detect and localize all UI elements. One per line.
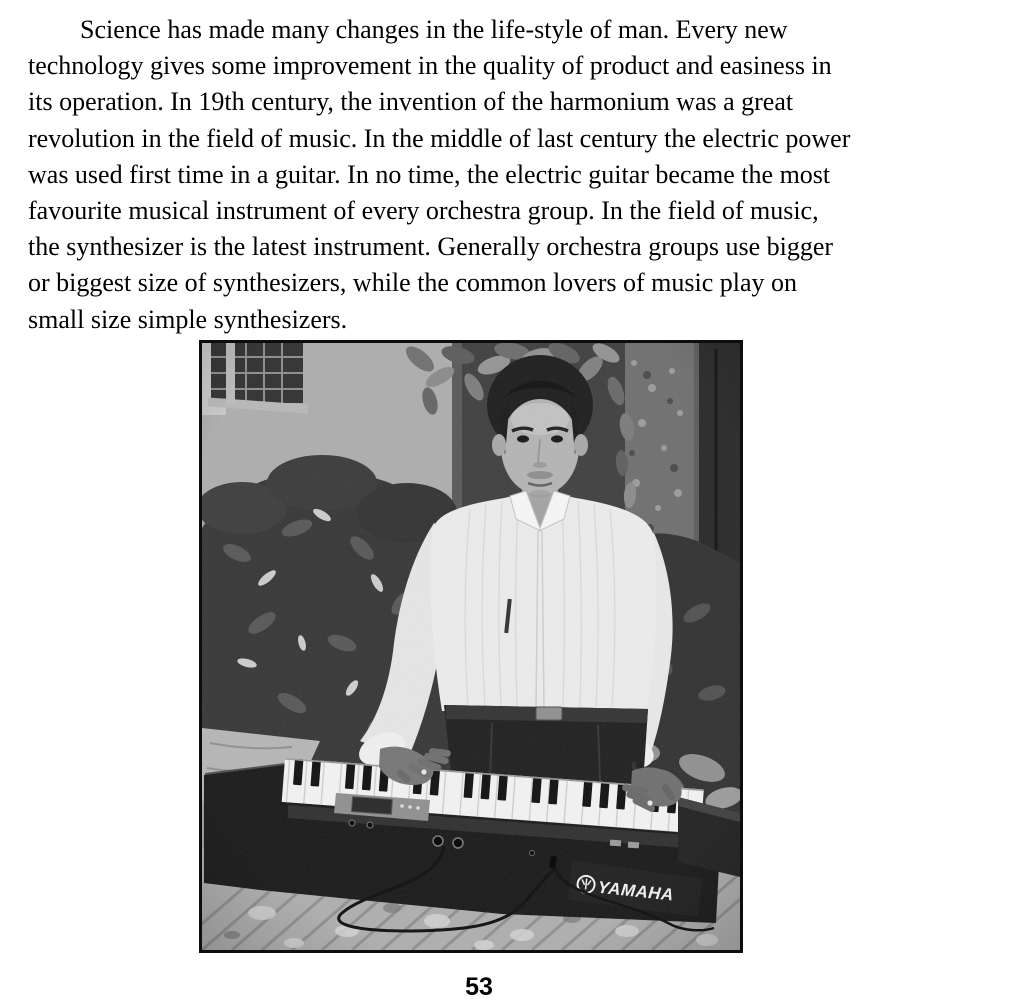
photo-illustration — [202, 343, 740, 950]
paragraph-line: Science has made many changes in the life-style of man. Every new — [80, 15, 788, 44]
paragraph-line: its operation. In 19th century, the invention of the harmonium was a great — [28, 87, 794, 117]
paragraph-line: small size simple synthesizers. — [28, 304, 348, 334]
paragraph-line: favourite musical instrument of every orchestra group. In the field of music, — [28, 196, 819, 226]
page-number: 53 — [465, 972, 493, 1001]
paragraph-line: was used first time in a guitar. In no time, the electric guitar became the most — [28, 159, 831, 189]
paragraph-line: or biggest size of synthesizers, while the common lovers of music play on — [28, 268, 798, 298]
photo-frame — [199, 340, 743, 953]
photo-figure — [199, 340, 930, 953]
paragraph-line: technology gives some improvement in the quality of product and easiness in — [28, 51, 832, 81]
paragraph — [28, 0, 930, 338]
paragraph-line: revolution in the field of music. In the middle of last century the electric power — [28, 123, 851, 153]
paragraph-line: the synthesizer is the latest instrument. Generally orchestra groups use bigger — [28, 232, 834, 262]
page-content — [28, 0, 930, 1002]
